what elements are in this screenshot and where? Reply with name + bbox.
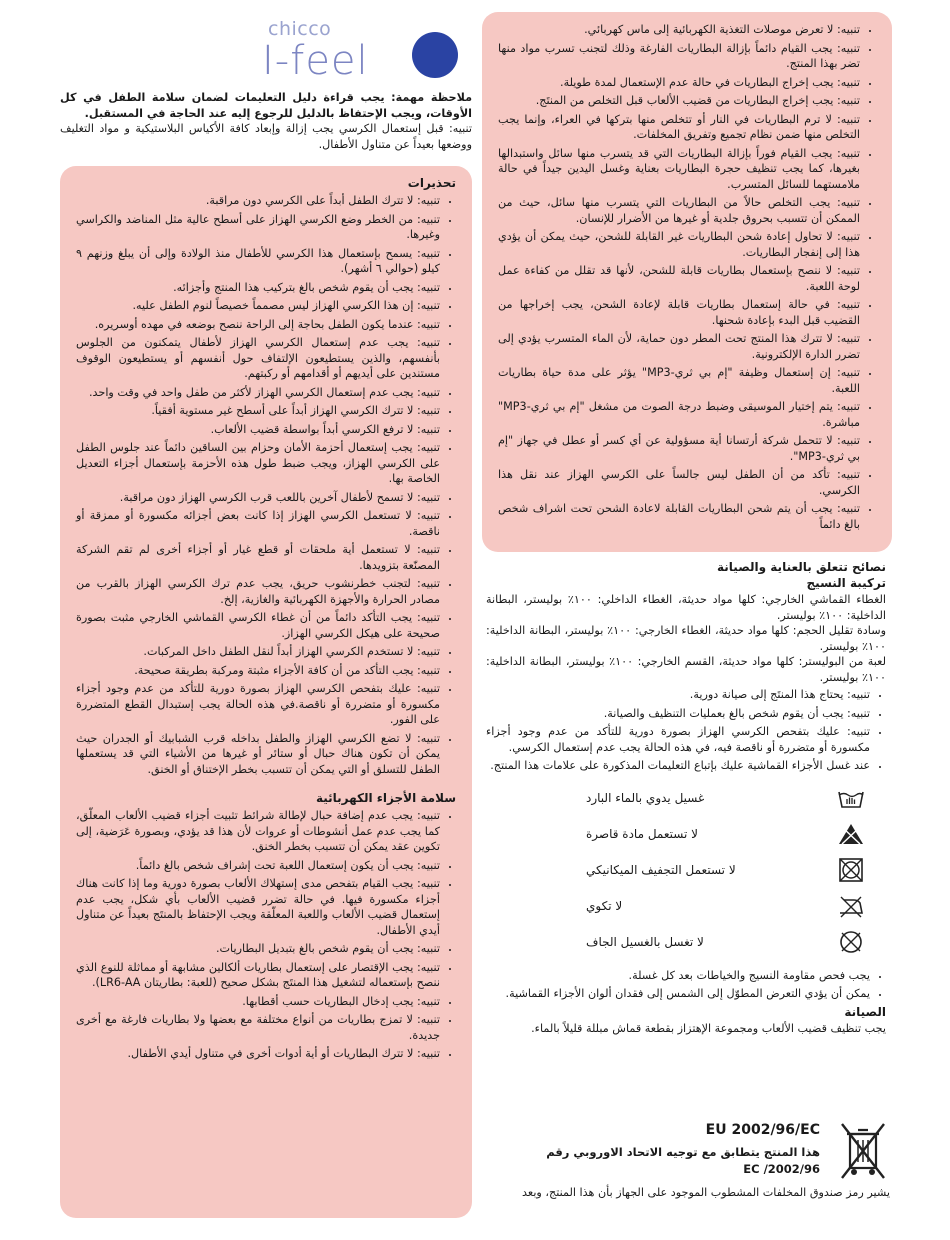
maintenance-text: يجب تنظيف قضيب الألعاب ومجموعة الإهتزاز بقطعة قماش مبللة قليلاً بالماء. <box>531 1021 886 1035</box>
list-item: • تنبيه: يجب أن يقوم شخص بالغ بعمليات التنظيف والصيانة. <box>486 706 870 722</box>
hand-wash-icon <box>836 785 866 811</box>
care-symbol-row <box>486 852 886 888</box>
warnings-list <box>76 193 456 777</box>
care-section <box>486 560 886 1036</box>
brand-company: chicco <box>268 18 332 40</box>
list-item: • تنبيه: لا تترك الطفل أبداً على الكرسي دون مراقبة. <box>76 193 440 209</box>
care-symbol-row <box>486 888 886 924</box>
list-item: • تنبيه: لا ترم البطاريات في النار أو تتخلص منها بتركها في العراء، وإنما يجب التخلص منها ضمن نظام تجميع وتفريق المخلفات. <box>498 112 860 143</box>
no-iron-icon <box>836 893 866 919</box>
weee-title: EU 2002/96/EC <box>705 1122 820 1138</box>
list-item: • تنبيه: لا تستعمل أية ملحقات أو قطع غيار أو أجزاء أخرى لم تقم الشركة المصنّعة بتزويدها. <box>76 542 440 573</box>
fabric-line: لعبة من البوليستر: كلها مواد حديثة، القسم الخارجي: ١٠٠٪ بوليستر، البطانة الداخلية: ١٠٠٪ بوليستر. <box>486 655 886 684</box>
electrical-list <box>76 808 456 1062</box>
care-symbol-label: لا تستعمل التجفيف الميكانيكي <box>586 862 736 877</box>
intro-block <box>60 90 472 152</box>
care-symbol-row <box>486 816 886 852</box>
list-item: • تنبيه: يجب التأكد دائماً من أن غطاء الكرسي القماشي الخارجي مثبت بصورة صحيحة على هيكل الكرسي الهزاز. <box>76 610 440 641</box>
list-item: • تنبيه: عليك بتفحص الكرسي الهزاز بصورة دورية للتأكد من عدم وجود أجزاء مكسورة أو متضررة أو ناقصة فيه، في هذه الحالة يجب عدم إستعمال الكرسي. <box>486 724 870 755</box>
maintenance-title: الصيانة <box>844 1004 886 1019</box>
list-item: • تنبيه: من الخطر وضع الكرسي الهزاز على أسطح عالية مثل المناضد والكراسي وغيرها. <box>76 212 440 243</box>
list-item: • تنبيه: لا تترك البطاريات أو أية أدوات أخرى في متناول أيدي الأطفال. <box>76 1046 440 1062</box>
battery-list <box>498 22 876 532</box>
weee-footer: يشير رمز صندوق المخلفات المشطوب الموجود على الجهاز بأن هذا المنتج، وبعد <box>522 1186 890 1199</box>
list-item: • تنبيه: لا ترفع الكرسي أبداً بواسطة قضيب الألعاب. <box>76 422 440 438</box>
brand-product: I-feel <box>262 38 369 84</box>
list-item: • تنبيه: يجب إستعمال أحزمة الأمان وحزام بين الساقين دائماً عند جلوس الطفل على الكرسي الهزاز، ويجب ضبط طول هذه الأحزمة بإستعمال أجزاء التعديل الخاصة بها. <box>76 440 440 487</box>
list-item: • تنبيه: يجب القيام فوراً بإزالة البطاريات التي قد يتسرب منها سائل واستبدالها بغيرها، كما يجب تنظيف حجرة البطاريات بعناية وغسل اليدين جيداً في حالة ملامستهما للسائل المتسرب. <box>498 146 860 193</box>
weee-directive: هذا المنتج يتطابق مع توجيه الاتحاد الاوروبي رقم 2002/96/ EC <box>546 1145 820 1176</box>
care-symbol-row <box>486 924 886 960</box>
list-item: • تنبيه: لا تسمح لأطفال آخرين باللعب قرب الكرسي الهزاز دون مراقبة. <box>76 490 440 506</box>
list-item: • تنبيه: يجب عدم إستعمال الكرسي الهزاز لأطفال يتمكنون من الجلوس بأنفسهم، والذين يستطيعون الإلتفاف حول أنفسهم أو يستطيعون الوقوف مستندين على أيديهم أو أقدامهم أو ركبتهم. <box>76 335 440 382</box>
list-item: • عند غسل الأجزاء القماشية عليك بإتباع التعليمات المذكورة على علامات هذا المنتج. <box>486 758 870 774</box>
care-symbol-label: لا تستعمل مادة قاصرة <box>586 826 698 841</box>
care-list <box>486 687 886 774</box>
care-symbol-label: غسيل يدوي بالماء البارد <box>586 790 705 805</box>
no-dry-clean-icon <box>836 929 866 955</box>
list-item: • تنبيه: يجب الإقتصار على إستعمال بطاريات ألكالين مشابهة أو مماثلة للنوع الذي ننصح بإستعماله لتشغيل هذا المنتَج بشكل صحيح (للعبة: بطاريتان LR6-AA). <box>76 960 440 991</box>
list-item: • تنبيه: لا تتحمل شركة أرتسانا أية مسؤولية عن أي كسر أو عطل في جهاز "إم بي ثري-MP3". <box>498 433 860 464</box>
fabric-line: وسادة تقليل الحجم: كلها مواد حديثة، الغطاء الخارجي: ١٠٠٪ بوليستر، البطانة الداخلية: ١٠٠٪ بوليستر. <box>486 624 886 653</box>
list-item: • تنبيه: يحتاج هذا المنتَج إلى صيانة دورية. <box>486 687 870 703</box>
list-item: • تنبيه: لا تستعمل الكرسي الهزاز إذا كانت بعض أجزائه مكسورة أو ممزقة أو ناقصة. <box>76 508 440 539</box>
warnings-box <box>60 166 472 1218</box>
list-item: • يمكن أن يؤدي التعرض المطوّل إلى الشمس إلى فقدان ألوان الأجزاء القماشية. <box>486 986 870 1002</box>
list-item: • تنبيه: يجب أن يقوم شخص بالغ بتركيب هذا المنتج وأجزائه. <box>76 280 440 296</box>
fabric-title: تركيبة النسيج <box>806 576 886 590</box>
list-item: • تنبيه: لتجنب خطرنشوب حريق، يجب عدم ترك الكرسي الهزاز بالقرب من مصادر الحرارة والأجهزة الكهربائية والغازية، إلخ. <box>76 576 440 607</box>
care-symbol-row <box>486 780 886 816</box>
electrical-title: سلامة الأجزاء الكهربائية <box>315 791 456 805</box>
list-item: • تنبيه: يجب أن يقوم شخص بالغ بتبديل البطاريات. <box>76 941 440 957</box>
list-item: • تنبيه: يجب عدم إستعمال الكرسي الهزاز لأكثر من طفل واحد في وقت واحد. <box>76 385 440 401</box>
list-item: • تنبيه: يجب أن يكون إستعمال اللعبة تحت إشراف شخص بالغ دائماً. <box>76 858 440 874</box>
list-item: • تنبيه: لا تضع الكرسي الهزاز والطفل بداخله قرب الشبابيك أو الجدران حيث يمكن أن تكون هناك حبال أو ستائر أو غيرها من الأشياء التي قد يستعملها الطفل للتسلق أو التي يمكن أن تتسبب بخطر الإختناق أو الخنق. <box>76 731 440 778</box>
battery-box <box>482 12 892 552</box>
intro-warning: تنبيه: قبل إستعمال الكرسي يجب إزالة وإبعاد كافة الأكياس البلاستيكية و مواد التغليف ووضعها بعيداً عن متناول الأطفال. <box>60 122 472 151</box>
care-title: نصائح تتعلق بالعناية والصيانة <box>717 560 886 574</box>
care-symbols <box>486 780 886 960</box>
list-item: • تنبيه: إن هذا الكرسي الهزاز ليس مصمماً خصيصاً لنوم الطفل عليه. <box>76 298 440 314</box>
warnings-title: تحذيرات <box>407 176 456 190</box>
list-item: • تنبيه: في حالة إستعمال بطاريات قابلة لإعادة الشحن، يجب إخراجها من القضيب قبل البدء بإعادة شحنها. <box>498 297 860 328</box>
list-item: • تنبيه: لا تستخدم الكرسي الهزاز أبداً لنقل الطفل داخل المركبات. <box>76 644 440 660</box>
list-item: • تنبيه: يجب عدم إضافة حبال لإطالة شرائط تثبيت أجزاء قضيب الألعاب المعلّق، كما يجب عدم عمل أنشوطات أو عروات لأن هذا قد يؤدي، وبصورة عَرَضية، إلى تكوين عقد يمكن أن تتسبب بخطر الخنق. <box>76 808 440 855</box>
brand-logo <box>262 18 472 88</box>
list-item: • تنبيه: عندما يكون الطفل بحاجة إلى الراحة ننصح بوضعه في مهده أوسريره. <box>76 317 440 333</box>
list-item: • تنبيه: يسمح بإستعمال هذا الكرسي للأطفال منذ الولادة وإلى أن يبلغ وزنهم ٩ كيلو (حوالي ٦ أشهر). <box>76 246 440 277</box>
list-item: • تنبيه: يجب القيام دائماً بإزالة البطاريات الفارغة وذلك لتجنب تسرب مواد منها تضر بهذا المنتج. <box>498 41 860 72</box>
brand-dot-icon <box>412 32 458 78</box>
crossed-bin-icon <box>838 1120 888 1182</box>
list-item: • تنبيه: لا ننصح بإستعمال بطاريات قابلة للشحن، لأنها قد تقلل من كفاءة عمل لوحة اللعبة. <box>498 263 860 294</box>
list-item: • تنبيه: لا تعرض موصلات التغذية الكهربائية إلى ماس كهربائي. <box>498 22 860 38</box>
list-item: • تنبيه: عليك بتفحص الكرسي الهزاز بصورة دورية للتأكد من عدم وجود أجزاء مكسورة أو متضررة أو ناقصة.في هذه الحالة يجب إستبدال القطع المتضررة على الفور. <box>76 681 440 728</box>
intro-note: ملاحظة مهمة: يجب قراءة دليل التعليمات لضمان سلامة الطفل في كل الأوقات، ويجب الإحتفاظ بالدليل للرجوع إليه عند الحاجة في المستقبل. <box>60 91 472 120</box>
list-item: • تنبيه: لا تمزج بطاريات من أنواع مختلفة مع بعضها ولا بطاريات فارغة مع أخرى جديدة. <box>76 1012 440 1043</box>
list-item: • تنبيه: يجب التأكد من أن كافة الأجزاء مثبتة ومركبة بطريقة صحيحة. <box>76 663 440 679</box>
list-item: • تنبيه: يتم إختيار الموسيقى وضبط درجة الصوت من مشغل "إم بي ثري-MP3" مباشرة. <box>498 399 860 430</box>
list-item: • تنبيه: يجب إخراج البطاريات في حالة عدم الإستعمال لمدة طويلة. <box>498 75 860 91</box>
list-item: • تنبيه: تأكد من أن الطفل ليس جالساً على الكرسي الهزاز عند نقل هذا الكرسي. <box>498 467 860 498</box>
list-item: • تنبيه: إن إستعمال وظيفة "إم بي ثري-MP3" يؤثر على مدة حياة بطاريات اللعبة. <box>498 365 860 396</box>
list-item: • تنبيه: لا تترك هذا المنتج تحت المطر دون حماية، لأن الماء المتسرب يؤدي إلى تضرر الدارة الإلكترونية. <box>498 331 860 362</box>
care-symbol-label: لا تغسل بالغسيل الجاف <box>586 934 704 949</box>
weee-block <box>494 1120 890 1205</box>
list-item: • تنبيه: يجب أن يتم شحن البطاريات القابلة لاعادة الشحن تحت اشراف شخص بالغ دائماً <box>498 501 860 532</box>
list-item: • تنبيه: لا تحاول إعادة شحن البطاريات غير القابلة للشحن، حيث يمكن أن يؤدي هذا إلى إنفجار البطاريات. <box>498 229 860 260</box>
list-item: • تنبيه: يجب التخلص حالاً من البطاريات التي يتسرب منها سائل، حيث من الممكن أن تتسبب بحروق جلدية أو غيرها من الأضرار للإنسان. <box>498 195 860 226</box>
list-item: • تنبيه: يجب إخراج البطاريات من قضيب الألعاب قبل التخلص من المنتَج. <box>498 93 860 109</box>
care-symbol-label: لا تكوي <box>586 898 623 913</box>
list-item: • تنبيه: يجب القيام بتفحص مدى إستهلاك الألعاب بصورة دورية وما إذا كانت هناك أجزاء مكسورة فيها. في حالة تضرر قضيب الألعاب بأي شكل، يجب عدم إستعمال قضيب الألعاب واللعبة المعلّقة ويجب الإحتفاظ بالمنتَج بعيداً عن متناول أيدي الأطفال. <box>76 876 440 938</box>
no-bleach-icon <box>836 821 866 847</box>
list-item: • يجب فحص مقاومة النسيج والخياطات بعد كل غسلة. <box>486 968 870 984</box>
list-item: • تنبيه: لا تترك الكرسي الهزاز أبداً على أسطح غير مستوية أفقياً. <box>76 403 440 419</box>
fabric-line: الغطاء القماشي الخارجي: كلها مواد حديثة، الغطاء الداخلي: ١٠٠٪ بوليستر، البطانة الداخلية: ١٠٠٪ بوليستر. <box>486 593 887 622</box>
no-tumble-dry-icon <box>836 857 866 883</box>
list-item: • تنبيه: يجب إدخال البطاريات حسب أقطابها. <box>76 994 440 1010</box>
after-care-list <box>486 968 886 1002</box>
